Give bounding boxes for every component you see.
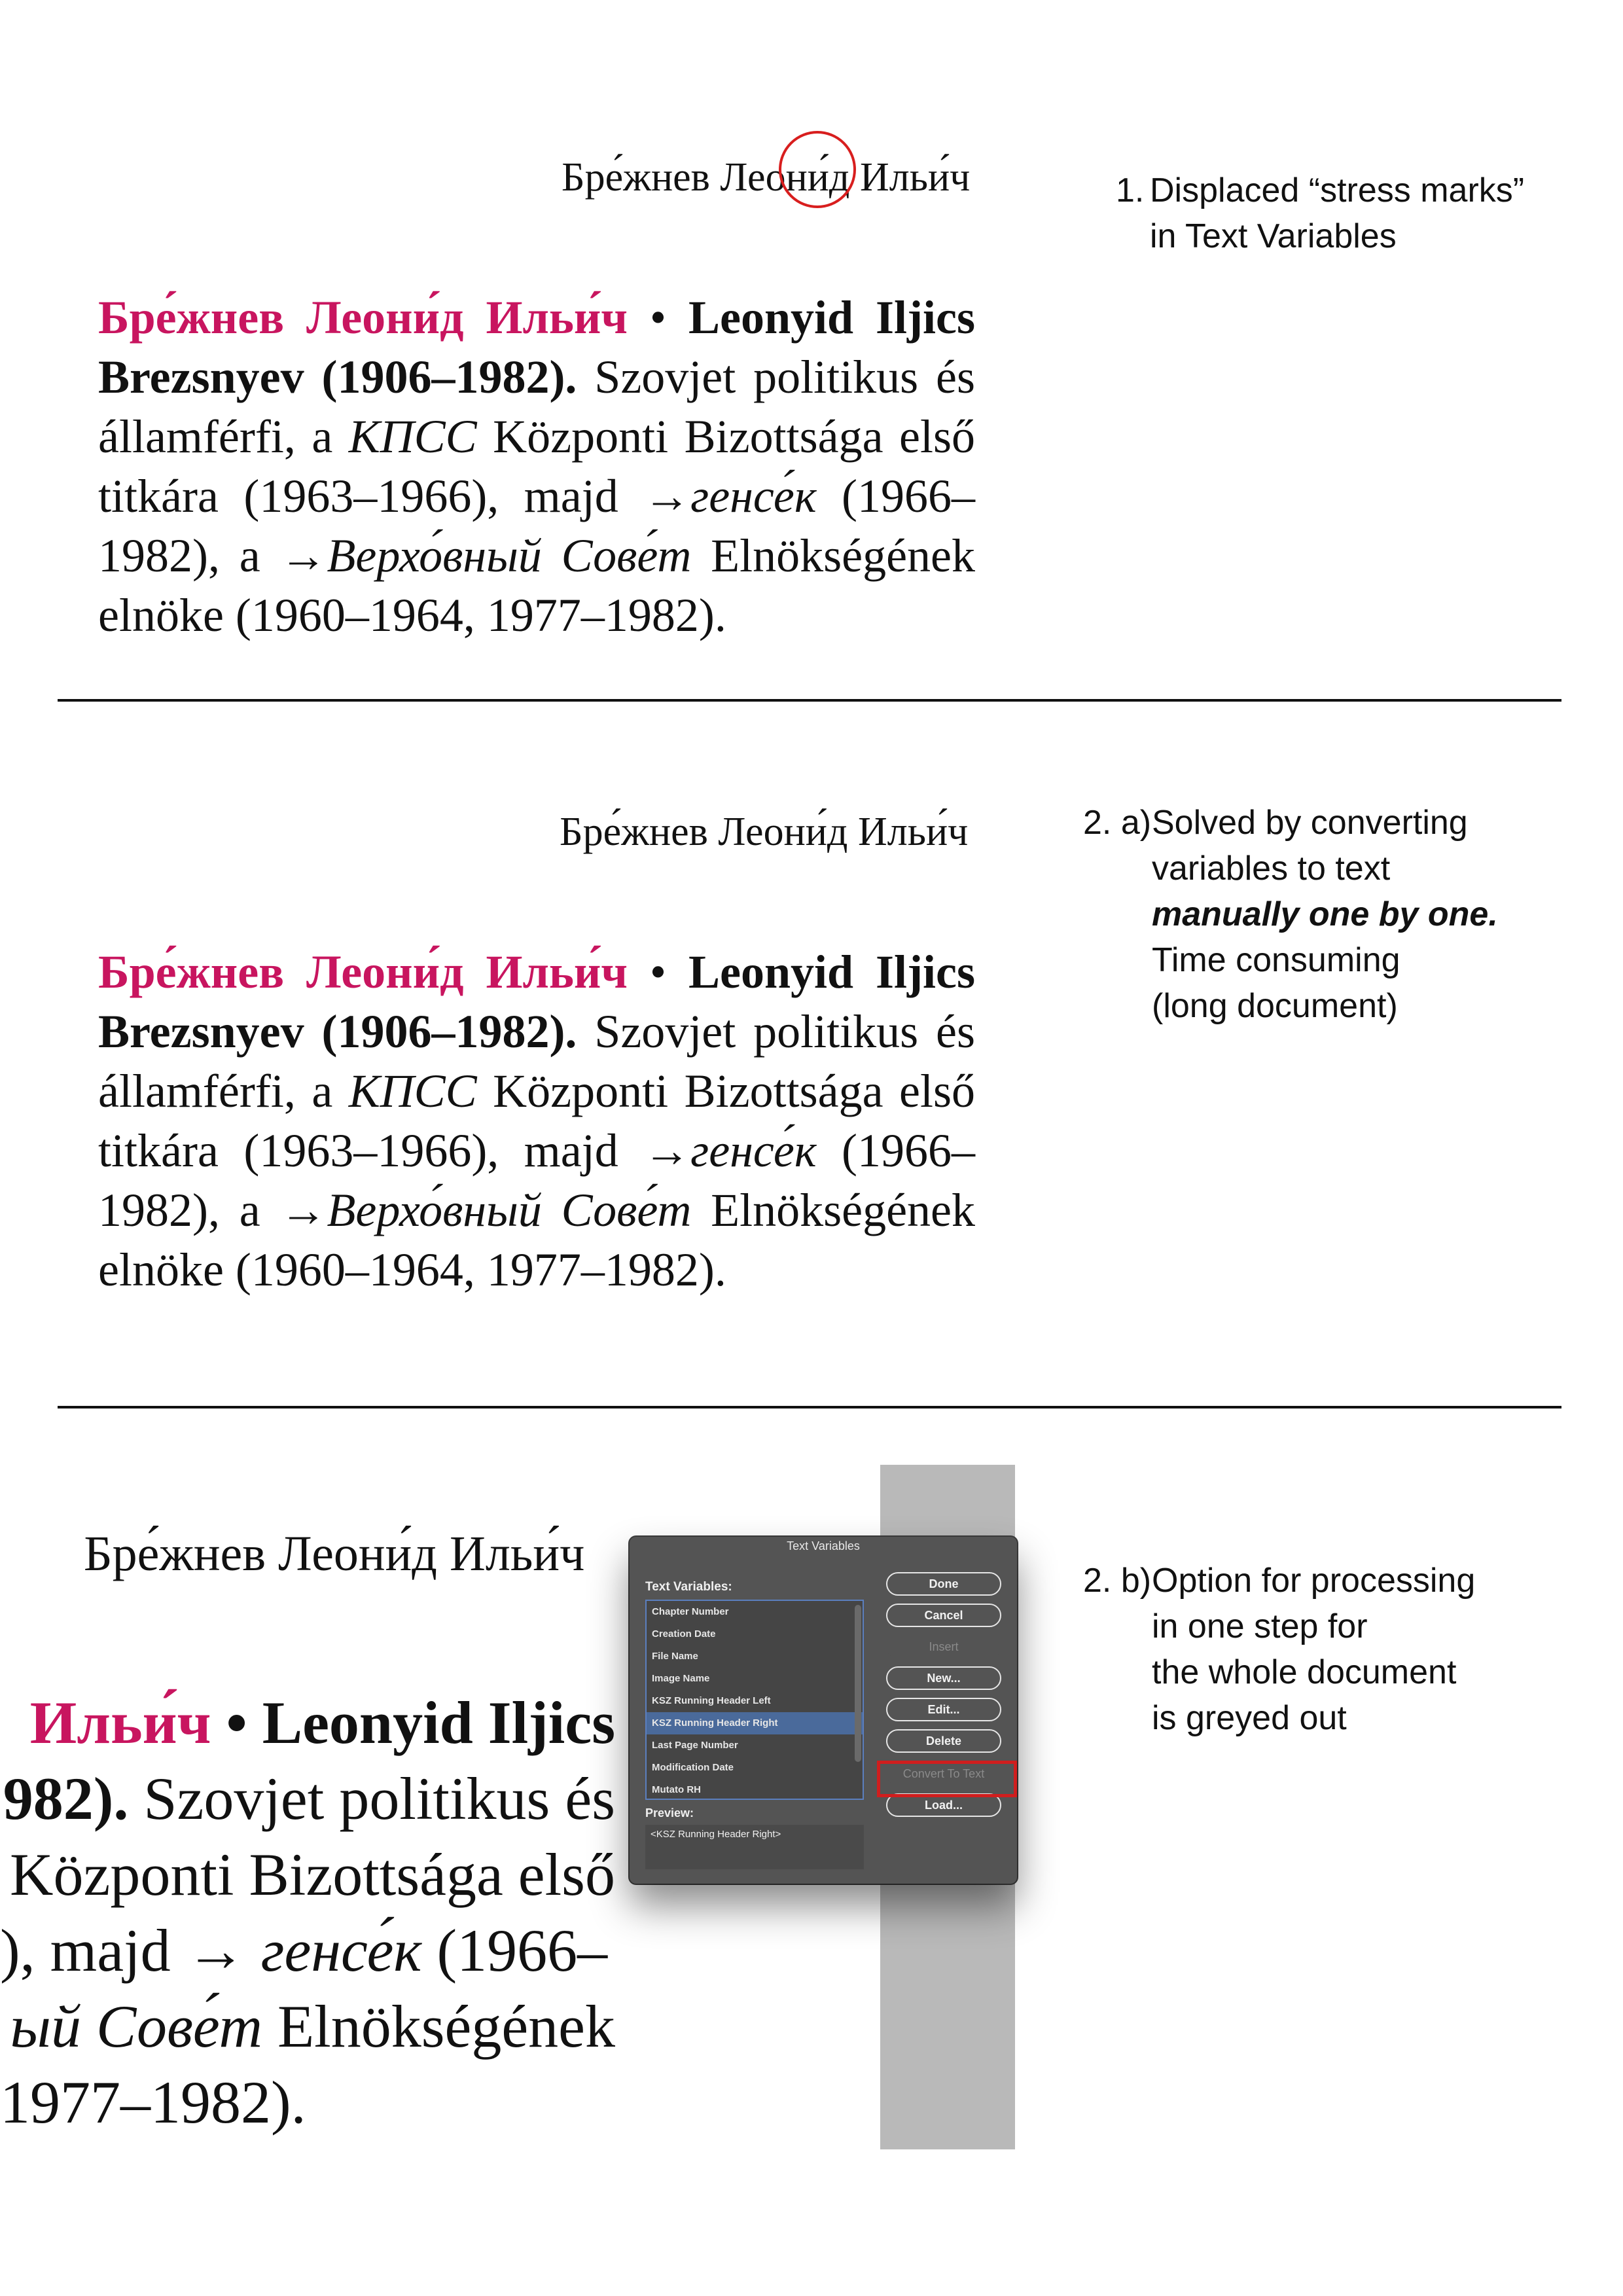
- zoomed-line-1: [30, 1685, 615, 1761]
- zoomed-line-2: [3, 1761, 615, 1837]
- note-2b: [1083, 1558, 1580, 1741]
- cross-ref-arrow: →: [279, 529, 327, 582]
- list-scrollbar[interactable]: [855, 1605, 861, 1762]
- entry-title: Leonyid Iljics Brezsnyev (1906–1982).: [98, 291, 975, 403]
- entry-italic: Верхо́вный Сове́т: [327, 529, 692, 582]
- zoomed-line-4: [0, 1912, 607, 1988]
- cross-ref-arrow: →: [643, 1124, 691, 1177]
- running-header-2: Бре́жнев Леони́д Ильи́ч: [560, 810, 969, 854]
- insert-button[interactable]: Insert: [886, 1635, 1001, 1659]
- entry-italic: Верхо́вный Сове́т: [327, 1184, 692, 1236]
- note-number: 1.: [1116, 171, 1145, 209]
- list-item[interactable]: Modification Date: [652, 1762, 734, 1773]
- entry-text: Elnökségének: [262, 1993, 615, 2060]
- entry-italic: ый Сове́т: [10, 1993, 262, 2060]
- load-button[interactable]: Load...: [886, 1793, 1001, 1817]
- entry-text: Elnökségének elnöke (1960–1964, 1977–1982).: [98, 529, 976, 641]
- entry-italic: генсе́к: [690, 1124, 817, 1177]
- new-button[interactable]: New...: [886, 1666, 1001, 1690]
- list-item[interactable]: Image Name: [652, 1673, 710, 1684]
- convert-to-text-button[interactable]: Convert To Text: [886, 1762, 1001, 1785]
- highlight-circle: [779, 131, 856, 208]
- entry-text: Szovjet politikus és: [128, 1765, 615, 1832]
- entry-text: (1966–1982), a: [98, 470, 975, 582]
- text-variables-dialog: [630, 1537, 1017, 1884]
- entry-text: (1966–1982), a: [98, 1124, 975, 1236]
- entry-title: Leonyid Iljics Brezsnyev (1906–1982).: [98, 946, 975, 1058]
- dialog-title: Text Variables: [787, 1539, 860, 1552]
- list-item[interactable]: File Name: [652, 1651, 698, 1662]
- note-number: 2. a): [1083, 804, 1152, 842]
- entry-title: • Leonyid Iljics: [211, 1689, 615, 1756]
- variables-list[interactable]: [645, 1600, 864, 1800]
- list-item[interactable]: Mutato RH: [652, 1784, 701, 1795]
- edit-button[interactable]: Edit...: [886, 1698, 1001, 1721]
- bullet: •: [628, 946, 689, 998]
- divider-1: [58, 699, 1561, 702]
- cross-ref-arrow: →: [185, 1917, 246, 1984]
- bullet: •: [628, 291, 689, 344]
- dictionary-entry-1: [98, 288, 975, 645]
- zoomed-line-6: 1977–1982).: [0, 2069, 306, 2136]
- cross-ref-arrow: →: [643, 470, 691, 522]
- list-item[interactable]: Creation Date: [652, 1628, 716, 1640]
- entry-text: Szovjet politikus és államférfi, a: [98, 351, 975, 463]
- note-line: Time consuming: [1152, 941, 1400, 979]
- list-item-selected[interactable]: KSZ Running Header Right: [647, 1712, 863, 1734]
- entry-headword: Бре́жнев Леони́д Ильи́ч: [98, 946, 628, 998]
- note-number: 2. b): [1083, 1562, 1152, 1600]
- note-emphasis: manually one by one.: [1152, 895, 1498, 933]
- cancel-button[interactable]: Cancel: [886, 1604, 1001, 1627]
- note-line: the whole document: [1152, 1653, 1457, 1691]
- list-item[interactable]: KSZ Running Header Left: [652, 1695, 771, 1706]
- note-1: [1116, 168, 1574, 259]
- entry-headword: Ильи́ч: [29, 1689, 211, 1756]
- entry-text: Elnökségének elnöke (1960–1964, 1977–1982).: [98, 1184, 976, 1296]
- preview-box: <KSZ Running Header Right>: [645, 1825, 864, 1869]
- zoomed-entry: [0, 1685, 628, 2156]
- entry-text: (1966–: [421, 1917, 608, 1984]
- entry-title: 982).: [3, 1765, 129, 1832]
- note-line: in one step for: [1152, 1607, 1368, 1645]
- note-line: Option for processing: [1152, 1562, 1476, 1600]
- entry-headword: Бре́жнев Леони́д Ильи́ч: [98, 291, 628, 344]
- list-item[interactable]: Last Page Number: [652, 1740, 738, 1751]
- note-line: (long document): [1152, 987, 1398, 1025]
- entry-italic: КПСС: [348, 410, 477, 463]
- delete-button[interactable]: Delete: [886, 1729, 1001, 1753]
- running-header-1: Бре́жнев Леони́д Ильи́ч: [562, 155, 971, 200]
- preview-label: Preview:: [645, 1806, 694, 1820]
- list-item[interactable]: Chapter Number: [652, 1606, 729, 1617]
- note-line: Solved by converting: [1152, 804, 1468, 842]
- entry-italic: генсе́к: [260, 1917, 422, 1984]
- entry-text: ), majd: [0, 1917, 186, 1984]
- entry-italic: КПСС: [348, 1065, 477, 1117]
- running-header-3: Бре́жнев Леони́д Ильи́ч: [84, 1526, 585, 1581]
- done-button[interactable]: Done: [886, 1572, 1001, 1596]
- dictionary-entry-2: [98, 942, 975, 1300]
- note-line: in Text Variables: [1150, 217, 1397, 255]
- zoomed-line-5: [10, 1988, 615, 2064]
- entry-text: Központi Bizottsága első titkára (1963–1966), majd: [98, 1065, 975, 1177]
- zoomed-line-3: Központi Bizottsága első: [10, 1841, 615, 1908]
- note-line: is greyed out: [1152, 1699, 1347, 1737]
- variables-label: Text Variables:: [645, 1580, 732, 1594]
- divider-2: [58, 1406, 1561, 1408]
- entry-text: Központi Bizottsága első titkára (1963–1966), majd: [98, 410, 975, 522]
- cross-ref-arrow: →: [279, 1184, 327, 1236]
- note-line: variables to text: [1152, 850, 1391, 888]
- note-line: Displaced “stress marks”: [1150, 171, 1525, 209]
- entry-text: Szovjet politikus és államférfi, a: [98, 1005, 975, 1117]
- convert-highlight-box: [877, 1761, 1017, 1797]
- note-2a: [1083, 800, 1580, 1029]
- entry-italic: генсе́к: [690, 470, 817, 522]
